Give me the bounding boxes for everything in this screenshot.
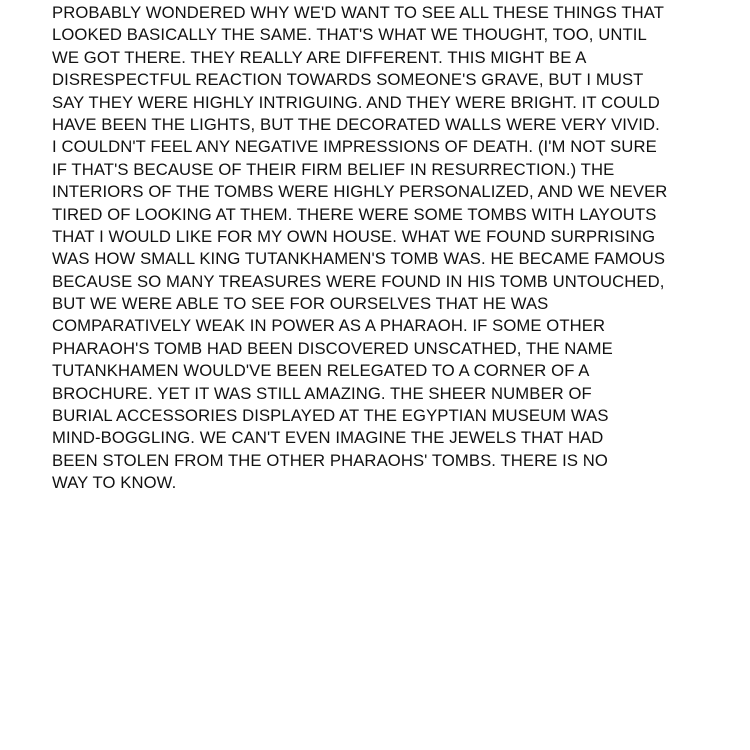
- text-line: BUT WE WERE ABLE TO SEE FOR OURSELVES THAT HE WAS: [52, 294, 549, 314]
- text-line: BEEN STOLEN FROM THE OTHER PHARAOHS' TOMBS. THERE IS NO: [52, 450, 608, 470]
- text-line: DISRESPECTFUL REACTION TOWARDS SOMEONE'S GRAVE, BUT I MUST: [52, 70, 644, 90]
- text-line: PROBABLY WONDERED WHY WE'D WANT TO SEE ALL THESE THINGS THAT: [52, 3, 665, 22]
- text-line: MIND-BOGGLING. WE CAN'T EVEN IMAGINE THE JEWELS THAT HAD: [52, 428, 604, 448]
- text-line: TUTANKHAMEN WOULD'VE BEEN RELEGATED TO A CORNER OF A: [52, 361, 590, 381]
- text-line: HAVE BEEN THE LIGHTS, BUT THE DECORATED WALLS WERE VERY VIVID.: [52, 114, 660, 134]
- text-line: TIRED OF LOOKING AT THEM. THERE WERE SOME TOMBS WITH LAYOUTS: [52, 204, 657, 224]
- body-text: [52, 2, 680, 495]
- text-line: BECAUSE SO MANY TREASURES WERE FOUND IN HIS TOMB UNTOUCHED,: [52, 271, 665, 291]
- text-line: WAY TO KNOW.: [52, 473, 177, 493]
- text-line: BROCHURE. YET IT WAS STILL AMAZING. THE SHEER NUMBER OF: [52, 383, 592, 403]
- text-line: I COULDN'T FEEL ANY NEGATIVE IMPRESSIONS OF DEATH. (I'M NOT SURE: [52, 137, 657, 157]
- text-line: WAS HOW SMALL KING TUTANKHAMEN'S TOMB WAS. HE BECAME FAMOUS: [52, 249, 666, 269]
- text-line: BURIAL ACCESSORIES DISPLAYED AT THE EGYPTIAN MUSEUM WAS: [52, 406, 609, 426]
- text-line: COMPARATIVELY WEAK IN POWER AS A PHARAOH. IF SOME OTHER: [52, 316, 606, 336]
- text-line: INTERIORS OF THE TOMBS WERE HIGHLY PERSONALIZED, AND WE NEVER: [52, 182, 668, 202]
- text-line: IF THAT'S BECAUSE OF THEIR FIRM BELIEF IN RESURRECTION.) THE: [52, 159, 615, 179]
- text-line: WE GOT THERE. THEY REALLY ARE DIFFERENT. THIS MIGHT BE A: [52, 47, 587, 67]
- text-line: THAT I WOULD LIKE FOR MY OWN HOUSE. WHAT WE FOUND SURPRISING: [52, 226, 656, 246]
- text-line: LOOKED BASICALLY THE SAME. THAT'S WHAT WE THOUGHT, TOO, UNTIL: [52, 25, 647, 45]
- text-line: PHARAOH'S TOMB HAD BEEN DISCOVERED UNSCATHED, THE NAME: [52, 338, 613, 358]
- text-line: SAY THEY WERE HIGHLY INTRIGUING. AND THEY WERE BRIGHT. IT COULD: [52, 92, 660, 112]
